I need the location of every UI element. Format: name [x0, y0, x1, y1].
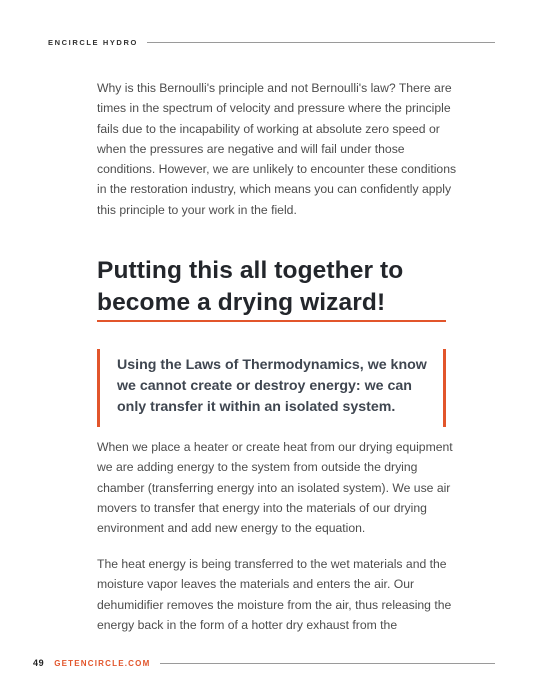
heading-underline — [97, 320, 446, 322]
footer-divider — [160, 663, 495, 664]
page-footer — [33, 656, 495, 670]
publication-title: ENCIRCLE HYDRO — [48, 37, 138, 47]
section-heading: Putting this all together to become a drying wizard! — [97, 257, 404, 316]
pull-quote-text: Using the Laws of Thermodynamics, we know we cannot create or destroy energy: we can only transfer it within an isolated system. — [117, 357, 427, 415]
body-paragraph-1: Why is this Bernoulli's principle and not Bernoulli's law? There are times in the spectrum of velocity and pressure where the principle fails due to the incapability of working at absolute zero speed or when the pressures are negative and will fail under those conditions. However, we are unlikely to encounter these conditions in the restoration industry, which means you can confidently apply this principle to your work in the field. — [97, 81, 457, 217]
pull-quote-box — [97, 349, 446, 427]
page-header — [48, 35, 495, 49]
page-number: 49 — [33, 658, 45, 668]
body-paragraph-2: When we place a heater or create heat from our drying equipment we are adding energy to the system from outside the drying chamber (transferring energy into an isolated system). We use air movers to transfer that energy into the materials of our drying environment and add new energy to the equation. — [97, 440, 453, 536]
header-divider — [147, 42, 495, 43]
body-paragraph-3: The heat energy is being transferred to the wet materials and the moisture vapor leaves the materials and enters the air. Our dehumidifier removes the moisture from the air, thus releasing the energy back in the form of a hotter dry exhaust from the — [97, 557, 452, 632]
footer-url-link[interactable]: GETENCIRCLE.COM — [54, 658, 151, 668]
